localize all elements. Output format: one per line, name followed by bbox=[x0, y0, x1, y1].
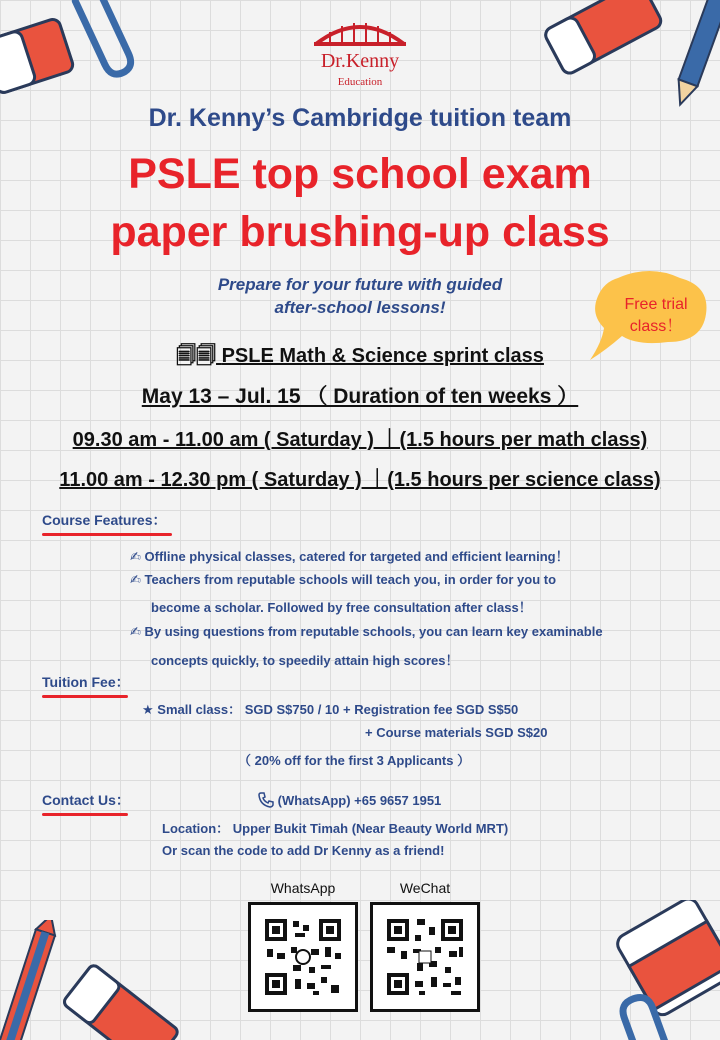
logo-subtitle: Education bbox=[337, 76, 383, 88]
whatsapp-qr-label: WhatsApp bbox=[270, 880, 336, 896]
wechat-qr-label: WeChat bbox=[399, 880, 451, 896]
writing-hand-icon: ✍ bbox=[130, 572, 141, 587]
feature-item-continued: concepts quickly, to speedily attain high scores！ bbox=[151, 653, 459, 668]
fee-line-1: ★ Small class： SGD S$750 / 10 + Registration fee SGD S$50 bbox=[142, 702, 519, 717]
feature-item: ✍ Offline physical classes, catered for targeted and efficient learning！ bbox=[130, 549, 569, 564]
bubble-line-2: class！ bbox=[629, 318, 683, 335]
contact-phone: (WhatsApp) +65 9657 1951 bbox=[258, 792, 441, 808]
team-title: Dr. Kenny’s Cambridge tuition team bbox=[148, 104, 572, 132]
eraser-icon bbox=[543, 0, 664, 76]
qr-code-icon bbox=[373, 905, 477, 1009]
qr-code-icon bbox=[251, 905, 355, 1009]
star-icon: ★ bbox=[142, 702, 154, 717]
logo-name: Dr.Kenny bbox=[320, 50, 400, 72]
bridge-logo-icon bbox=[312, 16, 408, 50]
writing-hand-icon: ✍ bbox=[130, 624, 141, 639]
feature-item: ✍ Teachers from reputable schools will teach you, in order for you to bbox=[130, 572, 557, 587]
fee-section-header: Tuition Fee： bbox=[42, 672, 130, 698]
contact-section-header: Contact Us： bbox=[42, 790, 130, 816]
contact-label: Contact Us bbox=[42, 792, 116, 808]
tagline-line-2: after-school lessons! bbox=[274, 298, 446, 317]
fee-line-2: + Course materials SGD S$20 bbox=[365, 725, 548, 740]
clipboard-icon: 🗐🗐 bbox=[176, 345, 217, 367]
contact-scan: Or scan the code to add Dr Kenny as a friend! bbox=[162, 843, 445, 858]
contact-underline bbox=[42, 813, 128, 816]
schedule-science: 11.00 am - 12.30 pm ( Saturday ) ｜(1.5 hours per science class) bbox=[59, 469, 661, 491]
whatsapp-qr-code[interactable] bbox=[248, 902, 358, 1012]
free-trial-bubble bbox=[600, 270, 712, 338]
logo bbox=[300, 12, 420, 92]
features-label: Course Features bbox=[42, 512, 153, 528]
schedule-math: 09.30 am - 11.00 am ( Saturday ) ｜(1.5 hours per math class) bbox=[72, 429, 648, 451]
headline-line-2: paper brushing-up class bbox=[110, 208, 610, 256]
pencil-icon bbox=[671, 0, 720, 108]
schedule-dates: May 13 – Jul. 15 （ Duration of ten weeks ） bbox=[141, 385, 579, 408]
feature-item: ✍ By using questions from reputable schools, you can learn key examinable bbox=[130, 624, 603, 639]
bottom-left-stationery bbox=[0, 920, 190, 1040]
features-underline bbox=[42, 533, 172, 536]
pencil-icon bbox=[0, 920, 61, 1040]
wechat-qr-code[interactable] bbox=[370, 902, 480, 1012]
tagline-line-1: Prepare for your future with guided bbox=[217, 275, 503, 294]
eraser-icon bbox=[62, 963, 179, 1040]
fee-underline bbox=[42, 695, 128, 698]
contact-location: Location： Upper Bukit Timah (Near Beauty World MRT) bbox=[162, 821, 509, 836]
top-right-stationery bbox=[530, 0, 720, 120]
writing-hand-icon: ✍ bbox=[130, 549, 141, 564]
bottom-right-stationery bbox=[590, 900, 720, 1040]
phone-icon bbox=[258, 792, 274, 808]
feature-item-continued: become a scholar. Followed by free consultation after class！ bbox=[151, 600, 532, 615]
program-title: 🗐🗐 PSLE Math & Science sprint class bbox=[0, 341, 720, 375]
fee-discount: （ 20% off for the first 3 Applicants ） bbox=[238, 753, 471, 768]
paperclip-icon bbox=[75, 0, 134, 78]
eraser-icon bbox=[0, 17, 75, 94]
fee-label: Tuition Fee bbox=[42, 674, 116, 690]
headline-line-1: PSLE top school exam bbox=[128, 150, 592, 198]
bubble-line-1: Free trial bbox=[624, 296, 688, 313]
features-section-header: Course Features： bbox=[42, 510, 172, 536]
